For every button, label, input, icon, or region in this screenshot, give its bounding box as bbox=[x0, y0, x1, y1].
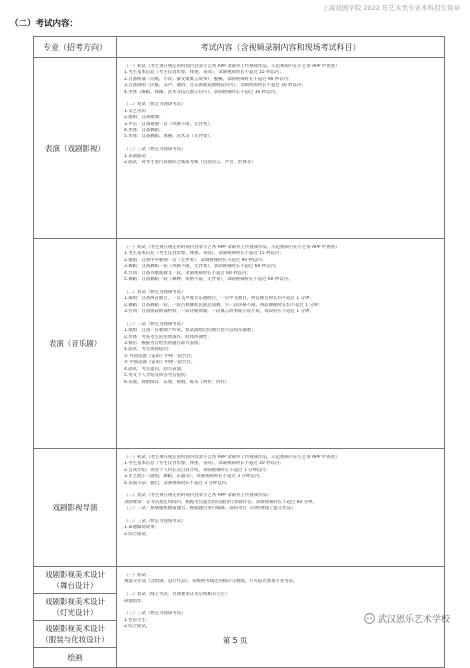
content-line: 1.演唱：自备两首曲目，一首美声或音乐剧曲目，一首中文曲目，两首曲目时长均不超过 1 分钟； bbox=[124, 296, 314, 302]
content-line: 4.表演小品：独白，录制视频时长不超过 3 分钟以内。 bbox=[124, 480, 231, 486]
content-line: 2.形体：考查考生的形体条件、肢体协调性； bbox=[124, 334, 212, 340]
content-line: 5.舞蹈：自备舞蹈一段（舞种、风格不限，无伴奏），录制视频时长不超过 60 秒以内。 bbox=[124, 277, 293, 283]
major-stage-design: 戏剧影视美术设计 （舞台设计） bbox=[34, 567, 116, 594]
watermark-text: 武汉恩乐艺术学校 bbox=[377, 615, 450, 625]
content-line: （三）三试：系统随机抽取题目，根据题目进行编排。面向考官（同时须线上提交作品） bbox=[124, 506, 296, 512]
content-line: （三）三试（暂定为现场考试） bbox=[124, 147, 186, 153]
content-line: 命题创作； bbox=[124, 598, 146, 604]
content-line: 1.考生基本信息（考生仪容形象、体重、身高），录制视频时长不超过 15 秒以内； bbox=[124, 70, 284, 76]
content-line: 1.考生基本信息（考生仪容形象、体重、身高），录制视频时长不超过 20 秒以内； bbox=[124, 461, 284, 467]
content-line: （二）复试（暂定为现场考试） bbox=[124, 289, 186, 295]
content-cell bbox=[117, 239, 445, 449]
content-line: 4.面试：考官现场提问： bbox=[124, 347, 173, 353]
content-line: （二）三试（暂定为现场考试） bbox=[124, 519, 186, 525]
content-line: 3.模仿：根据考官给出的题目即兴表演； bbox=[124, 341, 203, 347]
content-line: 录制要求：在考试指定时间内，根据考官提出的问题进行录制作答，录制视频时长不超过 60 分钟。 bbox=[124, 499, 317, 505]
page-number: 第 5 页 bbox=[222, 636, 248, 645]
content-line: 2.演唱：自备中外歌曲一首（无伴奏），录制视频时长不超过 90 秒以内； bbox=[124, 257, 267, 263]
content-line: ① 外国话剧《雷雨》中择一段台白； bbox=[124, 353, 196, 359]
content-line: （一）初试（考生须在规定的时间内登录小艺帮 APP 录制并上传视频作品，示范视频可在小艺帮 APP 中查看） bbox=[124, 455, 340, 460]
content-line: 2.舞蹈：自备舞蹈一段，一段古典舞或民族民间舞，另一段风格不限，两段舞蹈时长均不超过 1 分钟； bbox=[124, 302, 323, 308]
content-line: 2.面试：对考生进行表演综合素质考核（包括语言、声音、形体等） bbox=[124, 160, 256, 166]
running-header: 上海戏剧学院 2022 年艺术类专业本科招生简章 bbox=[322, 4, 460, 12]
content-line: 3.舞蹈：自备舞蹈一段（风格不限，无伴奏），录制视频时长不超过 60 秒以内； bbox=[124, 264, 280, 270]
content-line: （一）初试（考生须在规定的时间内登录小艺帮 APP 录制并上传视频作品，示范视频可在小艺帮 APP 中查看） bbox=[124, 245, 340, 250]
content-line: 3.声乐：自备歌曲一首（风格不限，无伴奏）； bbox=[124, 121, 214, 127]
major-costume-makeup-design: 戏剧影视美术设计 （服装与化妆设计） bbox=[34, 621, 116, 648]
content-line: 4.形体（舞蹈、体操、武术等技巧展示均可），录制视频时长不超过 30 秒以内。 bbox=[124, 89, 280, 95]
content-line: 4.台词：自备诗歌或散文一段，录制视频时长不超过 60 秒以内； bbox=[124, 270, 251, 276]
content-line: （二）复试（暂定为现场考试） bbox=[124, 102, 186, 108]
content-cell bbox=[117, 449, 445, 567]
table-row bbox=[34, 58, 445, 239]
content-line: （一）初试（考生须在规定的时间内登录小艺帮 APP 录制并上传视频作品，示范视频可在小艺帮 APP 中查看） bbox=[124, 64, 340, 69]
content-line: 2.综合面试。 bbox=[124, 624, 151, 630]
content-line: （二）复试（线上考试，具体要求详见后续相关公告） bbox=[124, 592, 230, 598]
content-line: 2.演唱：自备歌曲； bbox=[124, 115, 164, 121]
content-line: 1.色彩写生； bbox=[124, 617, 151, 623]
watermark bbox=[364, 612, 450, 625]
content-line: 4.形体：自备舞蹈； bbox=[124, 128, 164, 134]
content-line: （三）三试（暂定为现场考试） bbox=[124, 321, 186, 327]
content-line: 3.自备演唱（民歌、美声、通俗、音乐剧或戏曲唱段均可），录制视频时长不超过 30 秒以内； bbox=[124, 83, 306, 89]
content-line: 须提交作品（含绘画、设计作品），省级统考线达到相应分数线，方可报名参加专业考试。 bbox=[124, 579, 298, 585]
major-acting-drama: 表演（戏剧影视） bbox=[34, 58, 117, 239]
column-header-content: 考试内容（含视频录制内容和现场考试科目） bbox=[117, 37, 445, 58]
table-row bbox=[34, 449, 445, 567]
content-line: 1.命题编讲故事； bbox=[124, 525, 159, 531]
content-line: 6.乐理、视唱练耳：乐理、视唱、练耳（两件、四件） bbox=[124, 379, 230, 385]
content-cell bbox=[117, 58, 445, 239]
major-acting-musical: 表演（音乐剧） bbox=[34, 239, 117, 449]
table-header-row bbox=[34, 37, 445, 58]
content-line: 5.英文个人介绍及回答考官提问； bbox=[124, 373, 190, 379]
content-line: 1.文艺常识： bbox=[124, 108, 151, 114]
content-line: 2.综合面试； bbox=[124, 531, 151, 537]
major-lighting-design: 戏剧影视美术设计 （灯光设计） bbox=[34, 594, 116, 621]
content-line: 1.考生基本信息（考生仪容形象、体重、身高），录制视频时长不超过 15 秒以内； bbox=[124, 251, 284, 257]
major-art-design-group bbox=[34, 567, 117, 668]
content-line: 5.形体：自备舞蹈、体操、武术等（无伴奏）； bbox=[124, 134, 214, 140]
content-line: ② 中国话剧《雷雨》中择一段台白。 bbox=[124, 360, 196, 366]
content-line: （二）复试（考生须在规定的时间内登录小艺帮 APP 录制并上传视频作品）： bbox=[124, 493, 274, 499]
section-title: （二）考试内容： bbox=[10, 19, 79, 29]
content-line: 1.演唱：自备一首歌曲于听试，复试演唱过的曲目也可以再次演唱； bbox=[124, 328, 256, 334]
exam-content-table bbox=[33, 36, 445, 668]
column-header-major: 专业（招考方向） bbox=[34, 37, 117, 58]
content-line: 3.才艺展示（演唱、舞蹈、乐器等），录制视频时长不超过 3 分钟以内； bbox=[124, 474, 264, 480]
content-line: 1.表演面试： bbox=[124, 153, 151, 159]
major-painting: 绘画 bbox=[67, 653, 83, 662]
major-directing: 戏剧影视导演 bbox=[34, 449, 117, 567]
table-row bbox=[34, 239, 445, 449]
content-line: （一）初试： bbox=[124, 573, 151, 578]
content-line: 2.自备朗诵（诗歌、小说、散文或寓言故事），脱稿，录制视频时长不超过 90 秒以内； bbox=[124, 76, 293, 82]
content-line: 2.自我介绍：讲述个人特长及自我介绍，录制视频时长不超过 1 分钟以内； bbox=[124, 467, 270, 473]
content-line: 3.台词：自备两段朗诵材料，一段诗歌朗诵，一段寓言故事或小说片段，每段时长不超过 1 分钟。 bbox=[124, 309, 314, 315]
content-line: 4.面试：考官提问，即兴表演； bbox=[124, 366, 186, 372]
content-line: （三）三试（暂定为现场考试） bbox=[124, 611, 186, 617]
wechat-icon bbox=[364, 613, 375, 624]
